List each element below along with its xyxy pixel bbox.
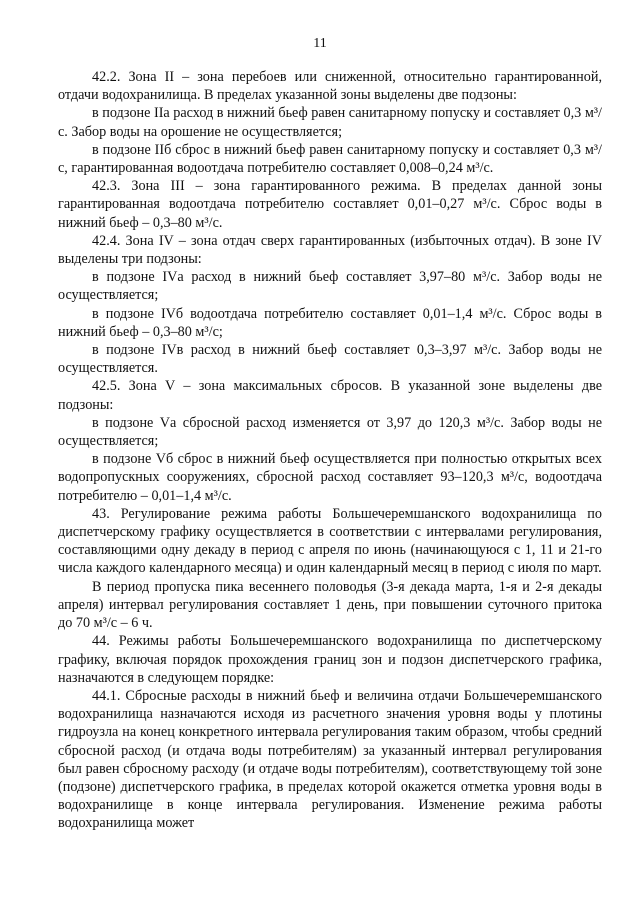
paragraph-44-1: 44.1. Сбросные расходы в нижний бьеф и величина отдачи Большечеремшанского водохранилища назначаются исходя из расчетного значения уровня воды у плотины гидроузла на конец конкретного интервала регулирования таким образом, чтобы средний сбросной расход (и отдача воды потребителям) за указанный интервал регулирования был равен сбросному расходу (и отдаче воды потребителям), соответствующему той зоне (подзоне) диспетчерского графика, в пределах которой окажется отметка уровня воды в водохранилище в конце интервала регулирования. Изменение режима работы водохранилища может <box>58 687 602 832</box>
paragraph-42-4: 42.4. Зона IV – зона отдач сверх гарантированных (избыточных отдач). В зоне IV выделены три подзоны: <box>58 232 602 268</box>
paragraph-44: 44. Режимы работы Большечеремшанского водохранилища по диспетчерскому графику, включая порядок прохождения границ зон и подзон диспетчерского графика, назначаются в следующем порядке: <box>58 633 602 686</box>
paragraph-subzone-4a: в подзоне IVа расход в нижний бьеф составляет 3,97–80 м³/с. Забор воды не осуществляется; <box>58 269 602 304</box>
paragraph-42-2: 42.2. Зона II – зона перебоев или сниженной, относительно гарантированной, отдачи водохранилища. В пределах указанной зоны выделены две подзоны: <box>58 69 602 104</box>
paragraph-subzone-4b: в подзоне IVб водоотдача потребителю составляет 0,01–1,4 м³/с. Сброс воды в нижний бьеф – 0,3–80 м³/с; <box>58 305 602 340</box>
paragraph-42-5: 42.5. Зона V – зона максимальных сбросов. В указанной зоне выделены две подзоны: <box>58 378 602 413</box>
paragraph-subzone-5a: в подзоне Vа сбросной расход изменяется от 3,97 до 120,3 м³/с. Забор воды не осуществляется; <box>58 414 602 450</box>
paragraph-subzone-5b: в подзоне Vб сброс в нижний бьеф осуществляется при полностью открытых всех водопропускных сооружениях, сбросной расход составляет 93–120,3 м³/с, водоотдача потребителю – 0,01–1,4 м³/с. <box>58 451 602 504</box>
document-body <box>58 68 602 833</box>
paragraph-subzone-2a: в подзоне IIа расход в нижний бьеф равен санитарному попуску и составляет 0,3 м³/с. Забор воды на орошение не осуществляется; <box>58 105 602 140</box>
page-number: 11 <box>313 36 327 51</box>
paragraph-subzone-4v: в подзоне IVв расход в нижний бьеф составляет 0,3–3,97 м³/с. Забор воды не осуществляется. <box>58 342 602 377</box>
paragraph-43: 43. Регулирование режима работы Большечеремшанского водохранилища по диспетчерскому графику осуществляется в соответствии с интервалами регулирования, составляющими одну декаду в период с апреля по июнь (начинающуюся с 1, 11 и 21-го числа каждого календарного месяца) и один календарный месяц в период с июля по март. <box>58 505 602 577</box>
paragraph-42-3: 42.3. Зона III – зона гарантированного режима. В пределах данной зоны гарантированная водоотдача потребителю составляет 0,01–0,27 м³/с. Сброс воды в нижний бьеф – 0,3–80 м³/с. <box>58 178 602 231</box>
paragraph-spring-flood: В период пропуска пика весеннего половодья (3-я декада марта, 1-я и 2-я декады апреля) интервал регулирования составляет 1 день, при повышении суточного притока до 70 м³/с – 6 ч. <box>58 578 602 632</box>
paragraph-subzone-2b: в подзоне IIб сброс в нижний бьеф равен санитарному попуску и составляет 0,3 м³/с, гарантированная водоотдача потребителю составляет 0,008–0,24 м³/с. <box>58 141 602 177</box>
